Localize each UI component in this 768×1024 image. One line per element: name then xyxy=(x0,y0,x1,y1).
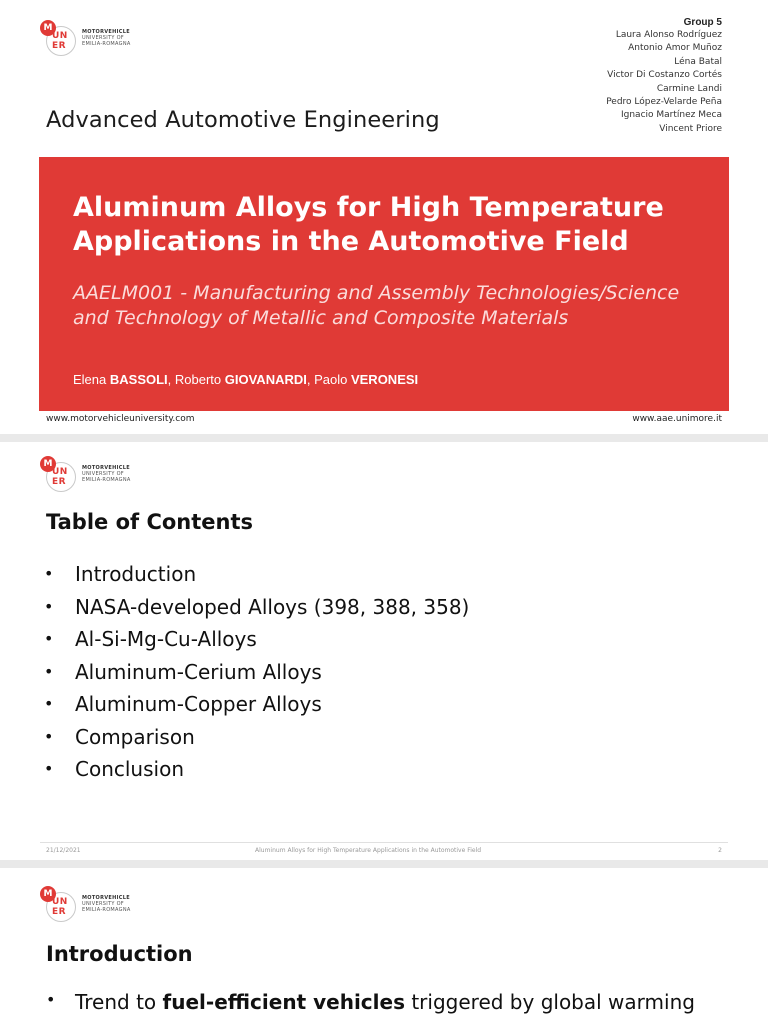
intro-slide xyxy=(0,868,768,1024)
bullet-icon: • xyxy=(44,629,54,648)
university-website-link[interactable]: www.motorvehicleuniversity.com xyxy=(46,414,195,424)
author-last-name: BASSOLI xyxy=(109,372,168,387)
slide-divider xyxy=(0,860,768,868)
logo-un: UN xyxy=(52,897,68,907)
author-last-name: VERONESI xyxy=(350,372,419,387)
toc-item-label: Aluminum-Copper Alloys xyxy=(75,692,322,716)
toc-item xyxy=(42,591,469,624)
logo-mark xyxy=(40,18,78,58)
logo-text-line: EMILIA-ROMAGNA xyxy=(82,41,131,47)
course-title: Advanced Automotive Engineering xyxy=(46,107,440,133)
toc-item-label: Introduction xyxy=(75,562,197,586)
toc-slide xyxy=(0,446,768,860)
title-banner xyxy=(39,157,729,411)
author-last-name: GIOVANARDI xyxy=(224,372,307,387)
logo-un: UN xyxy=(52,467,68,477)
logo-text-line: MOTORVEHICLE xyxy=(82,29,130,35)
bullet-icon: • xyxy=(44,759,54,778)
logo-un: UN xyxy=(52,31,68,41)
toc-item-label: Comparison xyxy=(75,724,195,749)
group-member: Laura Alonso Rodríguez xyxy=(615,30,722,40)
toc-item xyxy=(42,656,469,689)
logo-text-line: MOTORVEHICLE xyxy=(82,465,130,471)
author-first-name: , Roberto xyxy=(167,372,225,387)
logo-er: ER xyxy=(52,477,67,487)
footer-divider xyxy=(40,842,728,843)
toc-item-label: Aluminum-Cerium Alloys xyxy=(75,659,322,684)
bullet-text-emphasis: fuel-efficient vehicles xyxy=(162,990,405,1014)
group-member: Ignacio Martínez Meca xyxy=(620,110,722,121)
logo-letter: M xyxy=(40,886,56,902)
bullet-icon: • xyxy=(44,694,54,713)
toc-item xyxy=(42,623,469,656)
author-first-name: Elena xyxy=(73,372,110,387)
aae-website-link[interactable]: www.aae.unimore.it xyxy=(632,414,722,424)
toc-item-label: NASA-developed Alloys (398, 388, 358) xyxy=(75,594,470,619)
logo-mark xyxy=(40,454,78,494)
group-member: Antonio Amor Muñoz xyxy=(628,43,722,54)
group-member: Victor Di Costanzo Cortés xyxy=(607,70,722,81)
toc-item xyxy=(42,721,469,754)
page-number: 2 xyxy=(718,847,722,854)
intro-bullet xyxy=(44,990,695,1014)
university-logo xyxy=(40,18,131,58)
logo-text-line: EMILIA-ROMAGNA xyxy=(82,907,131,913)
bullet-icon: • xyxy=(44,596,54,616)
logo-text-line: EMILIA-ROMAGNA xyxy=(82,477,131,483)
group-member: Pedro López-Velarde Peña xyxy=(606,97,722,108)
bullet-text-post: triggered by global warming xyxy=(404,990,695,1014)
toc-title: Table of Contents xyxy=(46,510,254,534)
footer-title: Aluminum Alloys for High Temperature Applications in the Automotive Field xyxy=(255,847,482,854)
group-members xyxy=(606,16,722,136)
group-member: Léna Batal xyxy=(674,56,722,67)
group-member: Carmine Landi xyxy=(656,83,722,94)
group-title: Group 5 xyxy=(683,17,722,28)
logo-text xyxy=(82,465,131,483)
bullet-icon: • xyxy=(44,726,54,746)
group-member: Vincent Priore xyxy=(659,123,722,134)
bullet-icon: • xyxy=(44,564,54,583)
footer-date: 21/12/2021 xyxy=(46,847,81,854)
logo-letter: M xyxy=(40,20,56,36)
toc-item xyxy=(42,753,469,786)
slide-divider xyxy=(0,434,768,442)
toc-list xyxy=(42,558,469,786)
authors-line xyxy=(73,372,418,387)
logo-mark xyxy=(40,884,78,924)
intro-bullet-text xyxy=(75,990,695,1014)
logo-er: ER xyxy=(52,907,67,917)
logo-letter: M xyxy=(40,456,56,472)
logo-text xyxy=(82,29,131,47)
logo-text xyxy=(82,895,131,913)
presentation-title: Aluminum Alloys for High Temperature Applications in the Automotive Field xyxy=(73,192,664,257)
toc-item-label: Conclusion xyxy=(75,757,184,781)
intro-title: Introduction xyxy=(46,942,193,966)
presentation-subtitle: AAELM001 - Manufacturing and Assembly Technologies/Science and Technology of Metallic and Composite Materials xyxy=(73,282,680,329)
toc-item xyxy=(42,558,469,591)
university-logo xyxy=(40,884,131,924)
logo-text-line: UNIVERSITY OF xyxy=(82,35,124,41)
bullet-text-pre: Trend to xyxy=(75,990,163,1014)
author-first-name: , Paolo xyxy=(306,372,351,387)
university-logo xyxy=(40,454,131,494)
bullet-icon: • xyxy=(44,661,54,681)
toc-item xyxy=(42,688,469,721)
logo-text-line: UNIVERSITY OF xyxy=(82,901,124,907)
toc-item-label: Al-Si-Mg-Cu-Alloys xyxy=(75,627,257,651)
bullet-icon: • xyxy=(46,990,56,1009)
title-slide xyxy=(0,0,768,432)
logo-er: ER xyxy=(52,41,67,51)
logo-text-line: UNIVERSITY OF xyxy=(82,471,124,477)
logo-text-line: MOTORVEHICLE xyxy=(82,895,130,901)
